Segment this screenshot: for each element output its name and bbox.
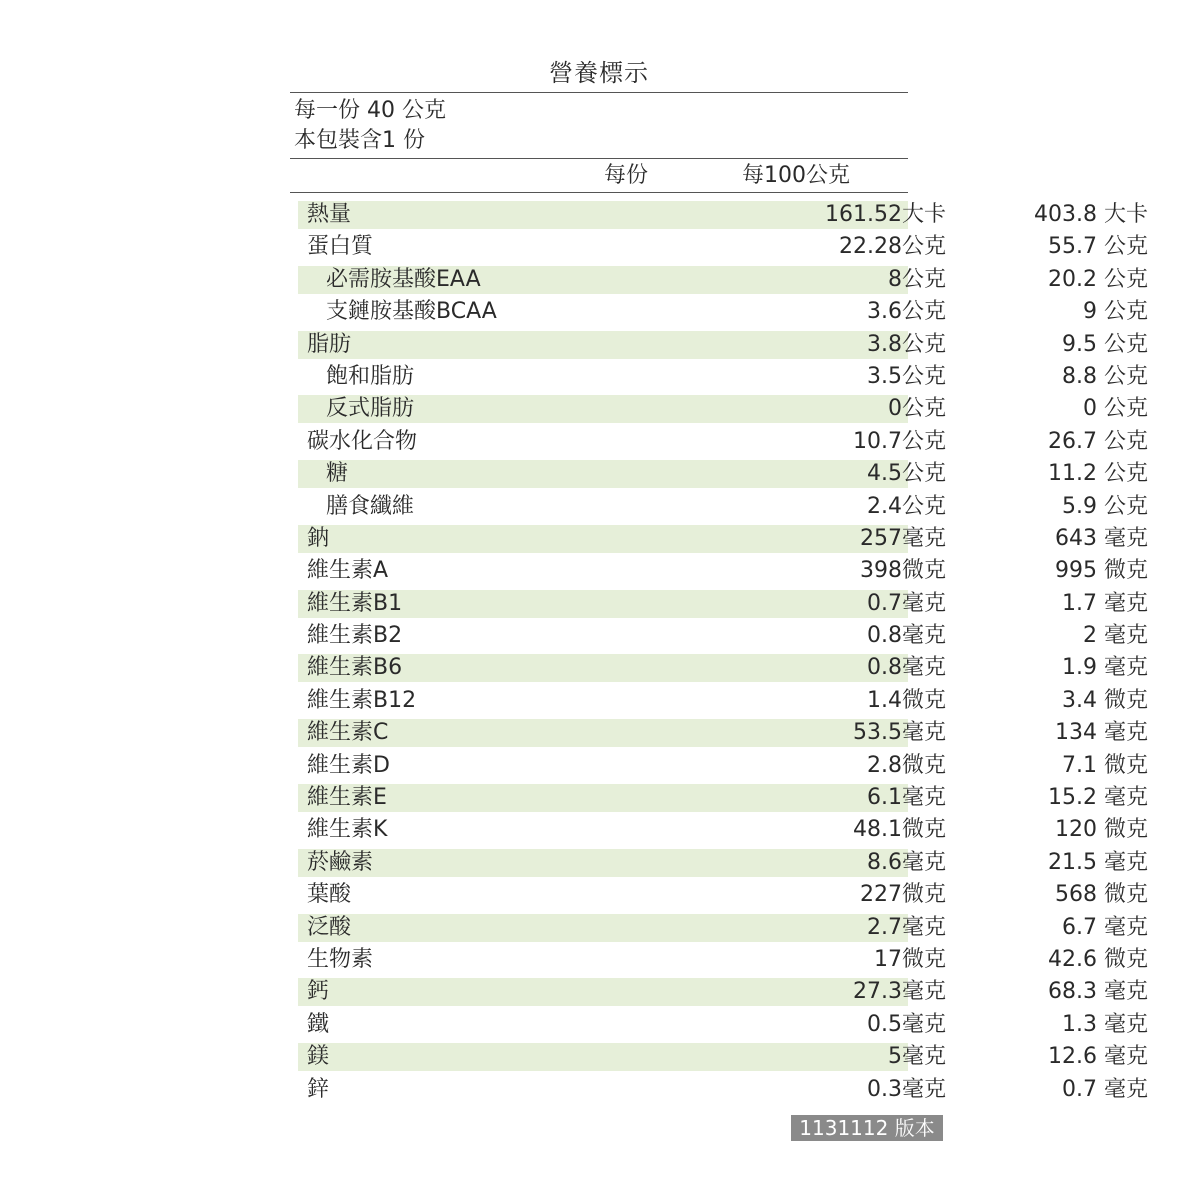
per-serving-value: 22.28公克 [839,234,946,260]
per-serving-value: 2.7毫克 [867,914,946,940]
table-row [298,1041,1148,1073]
per-serving-value: 0.3毫克 [867,1076,946,1102]
serving-size: 每一份 40 公克 [294,98,446,123]
table-row [298,264,1148,296]
nutrient-name: 鈣 [307,979,330,1005]
table-row [298,652,1148,684]
table-row [298,717,1148,749]
table-row [298,879,1148,911]
table-row [298,555,1148,587]
nutrient-name: 鎂 [307,1044,330,1070]
nutrient-name: 維生素A [307,558,389,584]
table-row [298,523,1148,555]
table-row [298,231,1148,263]
header-rule [290,192,908,193]
table-row [298,588,1148,620]
per-100g-value: 21.5 毫克 [1048,849,1148,875]
per-100g-value: 995 微克 [1055,558,1148,584]
per-100g-value: 6.7 毫克 [1062,914,1148,940]
per-100g-value: 55.7 公克 [1048,234,1148,260]
per-serving-value: 161.52大卡 [825,202,946,227]
per-100g-value: 68.3 毫克 [1048,979,1148,1005]
per-serving-value: 6.1毫克 [867,785,946,811]
table-row [298,361,1148,393]
nutrient-name: 碳水化合物 [307,428,418,454]
table-row [298,491,1148,523]
nutrient-name: 維生素D [307,752,390,778]
nutrient-name: 鋅 [307,1076,330,1102]
nutrient-name: 維生素C [307,720,389,746]
per-100g-value: 5.9 公克 [1062,493,1148,519]
column-header-per-100g: 每100公克 [742,163,850,188]
table-row [298,944,1148,976]
nutrient-name: 反式脂肪 [326,396,415,422]
version-badge: 1131112 版本 [791,1115,943,1141]
per-100g-value: 0 公克 [1083,396,1148,422]
table-row [298,296,1148,328]
per-100g-value: 9 公克 [1083,299,1148,325]
per-serving-value: 0.7毫克 [867,590,946,616]
table-row [298,976,1148,1008]
table-row [298,814,1148,846]
per-100g-value: 42.6 微克 [1048,946,1148,972]
per-serving-value: 1.4微克 [867,687,946,713]
table-row [298,782,1148,814]
per-100g-value: 643 毫克 [1055,525,1148,551]
per-serving-value: 0公克 [888,396,946,422]
per-serving-value: 3.5公克 [867,363,946,389]
nutrient-name: 糖 [326,461,349,487]
per-serving-value: 0.8毫克 [867,655,946,681]
per-serving-value: 3.8公克 [867,331,946,357]
per-serving-value: 3.6公克 [867,299,946,325]
per-serving-value: 17微克 [874,946,946,972]
table-row [298,199,1148,231]
per-100g-value: 26.7 公克 [1048,428,1148,454]
per-100g-value: 12.6 毫克 [1048,1044,1148,1070]
label-title: 營養標示 [549,59,649,87]
per-100g-value: 2 毫克 [1083,623,1148,649]
table-row [298,458,1148,490]
per-100g-value: 8.8 公克 [1062,363,1148,389]
nutrient-name: 必需胺基酸EAA [326,266,481,292]
nutrient-name: 維生素K [307,817,388,843]
per-serving-value: 0.8毫克 [867,623,946,649]
nutrient-name: 支鏈胺基酸BCAA [326,299,497,325]
nutrient-name: 維生素B6 [307,655,403,681]
per-serving-value: 2.4公克 [867,493,946,519]
nutrient-name: 菸鹼素 [307,849,374,875]
per-100g-value: 403.8 大卡 [1034,202,1148,227]
table-row [298,750,1148,782]
nutrient-name: 蛋白質 [307,234,374,260]
per-100g-value: 11.2 公克 [1048,461,1148,487]
table-row [298,685,1148,717]
per-serving-value: 4.5公克 [867,461,946,487]
nutrient-name: 生物素 [307,946,374,972]
nutrient-name: 熱量 [307,202,352,227]
per-100g-value: 7.1 微克 [1062,752,1148,778]
nutrient-name: 葉酸 [307,882,352,908]
per-serving-value: 8.6毫克 [867,849,946,875]
per-serving-value: 53.5毫克 [853,720,946,746]
per-serving-value: 48.1微克 [853,817,946,843]
per-serving-value: 0.5毫克 [867,1011,946,1037]
nutrient-name: 鐵 [307,1011,330,1037]
per-100g-value: 1.7 毫克 [1062,590,1148,616]
nutrient-name: 飽和脂肪 [326,363,415,389]
nutrient-name: 維生素B2 [307,623,403,649]
table-row [298,912,1148,944]
nutrient-name: 維生素B12 [307,687,417,713]
per-100g-value: 9.5 公克 [1062,331,1148,357]
per-100g-value: 120 微克 [1055,817,1148,843]
servings-per-package: 本包裝含1 份 [294,128,425,153]
per-serving-value: 10.7公克 [853,428,946,454]
nutrient-name: 泛酸 [307,914,352,940]
table-row [298,620,1148,652]
per-100g-value: 15.2 毫克 [1048,785,1148,811]
nutrient-name: 鈉 [307,525,330,551]
table-row [298,1074,1148,1106]
table-row [298,847,1148,879]
nutrient-name: 維生素B1 [307,590,403,616]
nutrition-table [298,199,1148,1106]
per-serving-value: 2.8微克 [867,752,946,778]
per-100g-value: 20.2 公克 [1048,266,1148,292]
table-row [298,426,1148,458]
per-serving-value: 398微克 [860,558,946,584]
nutrient-name: 維生素E [307,785,387,811]
column-header-per-serving: 每份 [603,163,648,188]
per-100g-value: 134 毫克 [1055,720,1148,746]
nutrient-name: 膳食纖維 [326,493,415,519]
per-serving-value: 5毫克 [888,1044,946,1070]
per-serving-value: 257毫克 [860,525,946,551]
table-row [298,393,1148,425]
table-row [298,1009,1148,1041]
per-serving-value: 27.3毫克 [853,979,946,1005]
per-100g-value: 568 微克 [1055,882,1148,908]
per-100g-value: 1.3 毫克 [1062,1011,1148,1037]
nutrient-name: 脂肪 [307,331,352,357]
per-100g-value: 3.4 微克 [1062,687,1148,713]
table-row [298,329,1148,361]
title-rule [290,92,908,93]
per-100g-value: 1.9 毫克 [1062,655,1148,681]
per-serving-value: 227微克 [860,882,946,908]
per-100g-value: 0.7 毫克 [1062,1076,1148,1102]
serving-rule [290,158,908,159]
per-serving-value: 8公克 [888,266,946,292]
